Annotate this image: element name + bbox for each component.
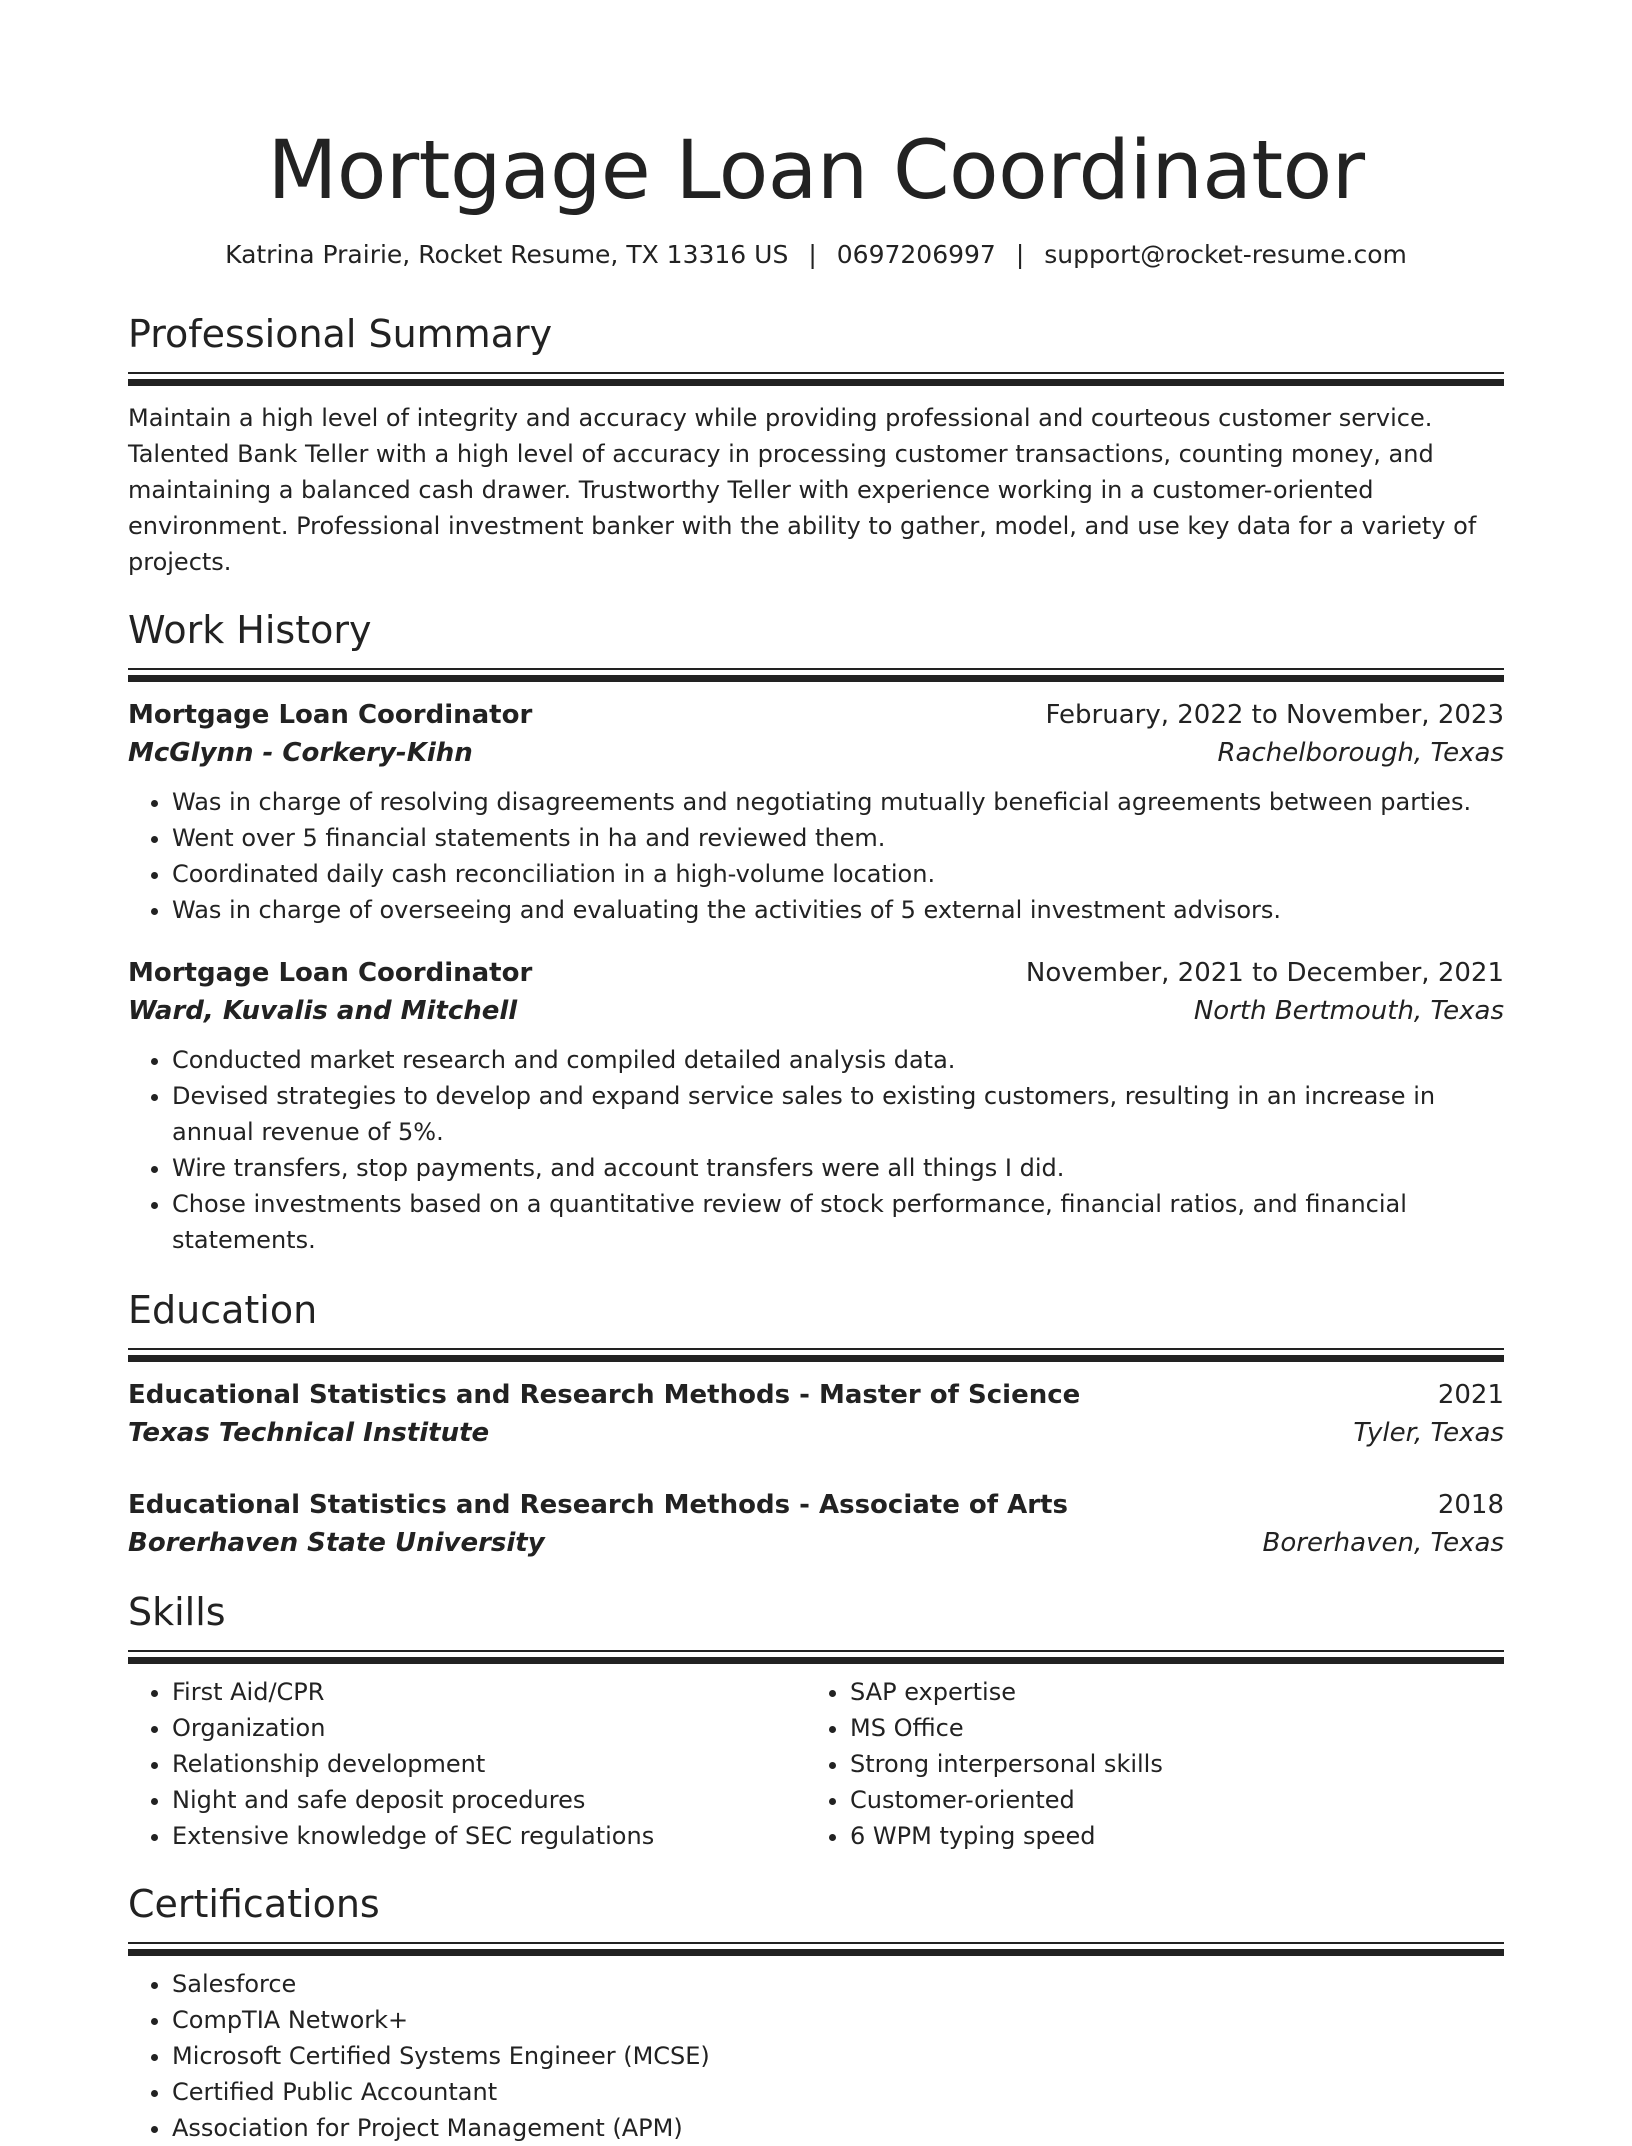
job-duties xyxy=(128,784,1504,928)
section-title-certifications: Certifications xyxy=(128,1882,380,1926)
education-header xyxy=(128,1376,1504,1414)
job-duty: • Coordinated daily cash reconciliation in a high-volume location. xyxy=(172,856,1504,892)
job-header xyxy=(128,696,1504,734)
section-divider xyxy=(128,372,1504,386)
skill-item: • MS Office xyxy=(850,1710,1484,1746)
resume-title: Mortgage Loan Coordinator xyxy=(267,124,1365,218)
skill-item: • Relationship development xyxy=(172,1746,806,1782)
skill-item: • Customer-oriented xyxy=(850,1782,1484,1818)
resume-page xyxy=(128,0,1504,2146)
education-location: Borerhaven, Texas xyxy=(1262,1528,1504,1558)
job-duty: • Was in charge of resolving disagreements and negotiating mutually beneficial agreements between parties. xyxy=(172,784,1504,820)
contact-separator: | xyxy=(1015,240,1025,269)
section-title-education: Education xyxy=(128,1288,318,1332)
skills-list xyxy=(128,1674,1504,1854)
section-divider xyxy=(128,1348,1504,1362)
section-title-work: Work History xyxy=(128,608,372,652)
section-divider xyxy=(128,668,1504,682)
education-location: Tyler, Texas xyxy=(1353,1418,1504,1448)
skill-item: • 6 WPM typing speed xyxy=(850,1818,1484,1854)
job-dates: November, 2021 to December, 2021 xyxy=(1025,958,1504,988)
section-divider xyxy=(128,1650,1504,1664)
skill-item: • Night and safe deposit procedures xyxy=(172,1782,806,1818)
section-divider xyxy=(128,1942,1504,1956)
education-subheader xyxy=(128,1524,1504,1562)
job-header xyxy=(128,954,1504,992)
job-entry xyxy=(128,954,1504,1258)
summary-text: Maintain a high level of integrity and accuracy while providing professional and courteous customer service. Talented Bank Teller with a high level of accuracy in processing customer transactions, counting money, and maintaining a balanced cash drawer. Trustworthy Teller with experience working in a customer-oriented environment. Professional investment banker with the ability to gather, model, and use key data for a variety of projects. xyxy=(128,404,1477,576)
education-entry xyxy=(128,1376,1504,1452)
job-dates: February, 2022 to November, 2023 xyxy=(1045,700,1504,730)
job-company: Ward, Kuvalis and Mitchell xyxy=(128,996,518,1026)
skills-column-left xyxy=(128,1674,806,1854)
job-duty: • Chose investments based on a quantitative review of stock performance, financial ratios, and financial statements. xyxy=(172,1186,1504,1258)
skill-item: • Strong interpersonal skills xyxy=(850,1746,1484,1782)
certifications-section xyxy=(128,1878,1504,2146)
education-header xyxy=(128,1486,1504,1524)
job-role: Mortgage Loan Coordinator xyxy=(128,700,533,730)
job-location: Rachelborough, Texas xyxy=(1217,738,1504,768)
job-role: Mortgage Loan Coordinator xyxy=(128,958,533,988)
education-school: Borerhaven State University xyxy=(128,1528,545,1558)
skill-item: • SAP expertise xyxy=(850,1674,1484,1710)
contact-separator: | xyxy=(808,240,817,269)
job-duty: • Went over 5 financial statements in ha and reviewed them. xyxy=(172,820,1504,856)
skill-item: • Organization xyxy=(172,1710,806,1746)
skills-column-right xyxy=(806,1674,1484,1854)
education-school: Texas Technical Institute xyxy=(128,1418,490,1448)
section-title-skills: Skills xyxy=(128,1590,226,1634)
job-subheader xyxy=(128,734,1504,772)
education-year: 2021 xyxy=(1437,1380,1504,1410)
contact-phone: 0697206997 xyxy=(836,240,996,269)
job-duty: • Conducted market research and compiled detailed analysis data. xyxy=(172,1042,1504,1078)
job-duties xyxy=(128,1042,1504,1258)
certifications-list xyxy=(128,1966,1504,2146)
education-subheader xyxy=(128,1414,1504,1452)
certification-item: • Microsoft Certified Systems Engineer (MCSE) xyxy=(172,2038,1504,2074)
contact-email: support@rocket-resume.com xyxy=(1044,240,1407,269)
job-company: McGlynn - Corkery-Kihn xyxy=(128,738,473,768)
section-title-summary: Professional Summary xyxy=(128,312,553,356)
education-section xyxy=(128,1284,1504,1562)
certification-item: • Association for Project Management (APM) xyxy=(172,2110,1504,2146)
education-year: 2018 xyxy=(1437,1490,1504,1520)
education-degree: Educational Statistics and Research Methods - Associate of Arts xyxy=(128,1490,1068,1520)
certification-item: • Certified Public Accountant xyxy=(172,2074,1504,2110)
work-section xyxy=(128,604,1504,1258)
job-subheader xyxy=(128,992,1504,1030)
job-entry xyxy=(128,696,1504,928)
education-degree: Educational Statistics and Research Methods - Master of Science xyxy=(128,1380,1081,1410)
job-duty: • Devised strategies to develop and expand service sales to existing customers, resulting in an increase in annual revenue of 5%. xyxy=(172,1078,1504,1150)
education-entry xyxy=(128,1486,1504,1562)
job-duty: • Was in charge of overseeing and evaluating the activities of 5 external investment advisors. xyxy=(172,892,1504,928)
certification-item: • CompTIA Network+ xyxy=(172,2002,1504,2038)
contact-line xyxy=(128,238,1504,272)
skill-item: • Extensive knowledge of SEC regulations xyxy=(172,1818,806,1854)
contact-address: Katrina Prairie, Rocket Resume, TX 13316 US xyxy=(225,240,789,269)
skills-section xyxy=(128,1586,1504,1854)
job-location: North Bertmouth, Texas xyxy=(1193,996,1504,1026)
skill-item: • First Aid/CPR xyxy=(172,1674,806,1710)
job-duty: • Wire transfers, stop payments, and account transfers were all things I did. xyxy=(172,1150,1504,1186)
summary-section xyxy=(128,308,1504,580)
certification-item: • Salesforce xyxy=(172,1966,1504,2002)
